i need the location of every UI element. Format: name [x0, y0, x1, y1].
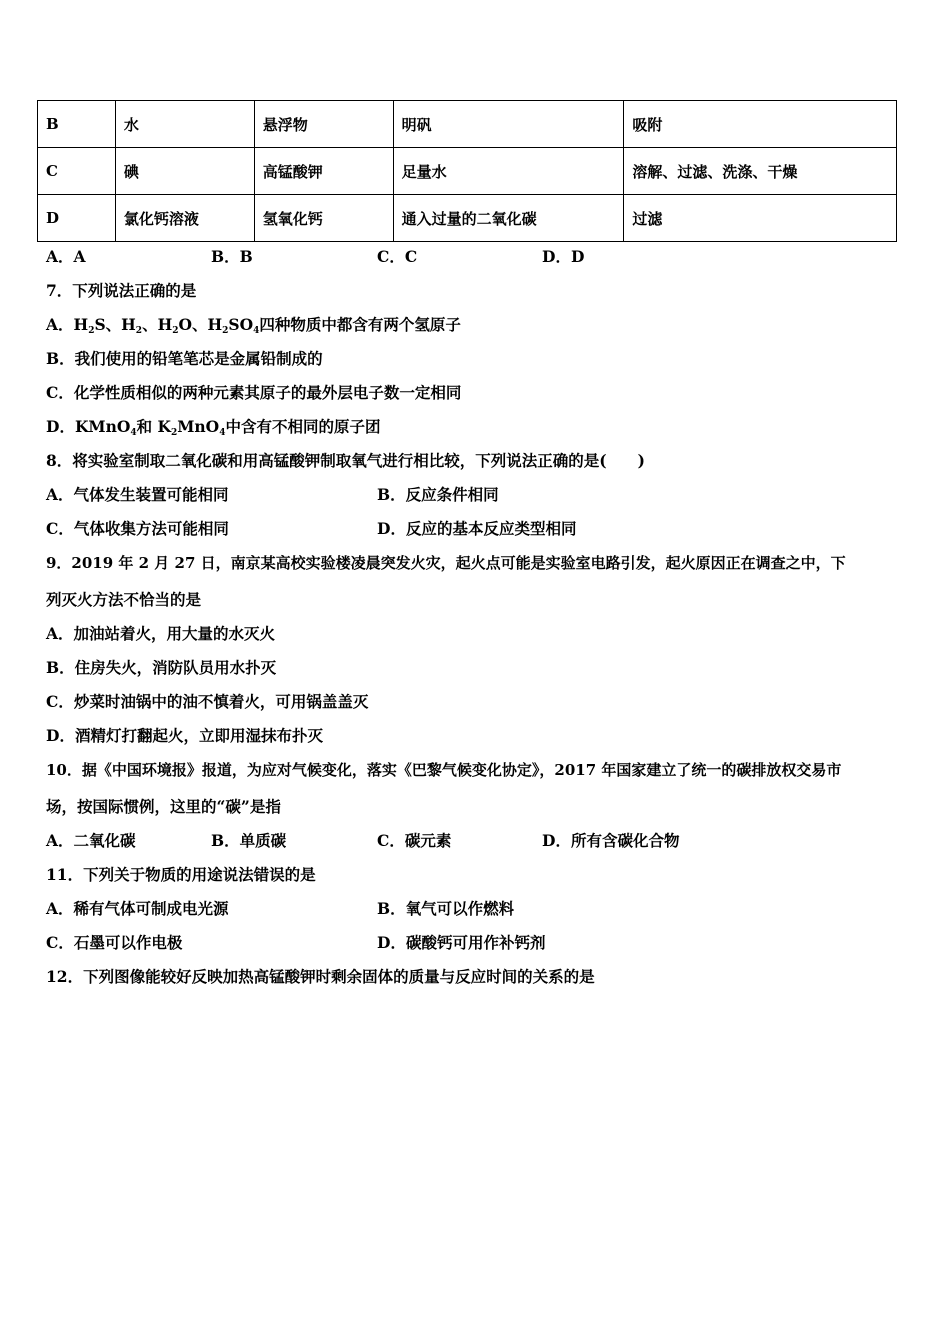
q7-option-b: B．我们使用的铅笔笔芯是金属铅制成的 [46, 349, 323, 368]
q11-option-b: B．氧气可以作燃料 [377, 899, 515, 918]
q9-option-b: B．住房失火，消防队员用水扑灭 [46, 658, 277, 677]
table-cell: C [38, 148, 116, 195]
q7-option-c: C．化学性质相似的两种元素其原子的最外层电子数一定相同 [46, 383, 462, 402]
q7-option-d: D．KMnO$_4$和 $K_2MnO_4$中含有不相同的原子团 [46, 417, 381, 438]
q12-stem: 12．下列图像能较好反映加热高锰酸钾时剩余固体的质量与反应时间的关系的是 [46, 967, 595, 986]
q11-option-d: D．碳酸钙可用作补钙剂 [377, 933, 546, 952]
table-cell: 足量水 [393, 148, 624, 195]
table-cell: 明矾 [393, 101, 624, 148]
table-cell: 高锰酸钾 [254, 148, 393, 195]
table-cell: 氢氧化钙 [254, 195, 393, 242]
q8-stem: 8．将实验室制取二氧化碳和用高锰酸钾制取氧气进行相比较，下列说法正确的是( ) [46, 451, 645, 470]
q7-stem: 7．下列说法正确的是 [46, 281, 197, 300]
q10-option-a: A．二氧化碳 [46, 831, 136, 850]
table-cell: 氯化钙溶液 [115, 195, 254, 242]
q10-stem-line2: 场，按国际惯例，这里的“碳”是指 [46, 797, 281, 816]
q8-option-b: B．反应条件相同 [377, 485, 499, 504]
q10-option-b: B．单质碳 [211, 831, 287, 850]
table-cell: 通入过量的二氧化碳 [393, 195, 624, 242]
answer-table [37, 100, 897, 242]
table-cell: B [38, 101, 116, 148]
q11-option-a: A．稀有气体可制成电光源 [46, 899, 229, 918]
q9-option-c: C．炒菜时油锅中的油不慎着火，可用锅盖盖灭 [46, 692, 369, 711]
q6-option-d: D．D [542, 247, 585, 266]
table-row [38, 101, 897, 148]
q10-option-c: C．碳元素 [377, 831, 452, 850]
q11-stem: 11．下列关于物质的用途说法错误的是 [46, 865, 316, 884]
q8-option-c: C．气体收集方法可能相同 [46, 519, 229, 538]
q9-option-a: A．加油站着火，用大量的水灭火 [46, 624, 276, 643]
q6-option-c: C．C [377, 247, 418, 266]
q10-option-d: D．所有含碳化合物 [542, 831, 680, 850]
q9-stem-line2: 列灭火方法不恰当的是 [46, 590, 202, 609]
q9-option-d: D．酒精灯打翻起火，立即用湿抹布扑灭 [46, 726, 323, 745]
q8-option-a: A．气体发生装置可能相同 [46, 485, 229, 504]
q6-option-b: B．B [211, 247, 253, 266]
q6-option-a: A．A [46, 247, 86, 266]
table-row [38, 148, 897, 195]
table-cell: 悬浮物 [254, 101, 393, 148]
q11-option-c: C．石墨可以作电极 [46, 933, 183, 952]
table-cell: 水 [115, 101, 254, 148]
q10-stem-line1: 10．据《中国环境报》报道，为应对气候变化，落实《巴黎气候变化协定》，2017 年国家建立了统一的碳排放权交易市 [46, 761, 842, 779]
table-cell: 吸附 [624, 101, 897, 148]
table-row [38, 195, 897, 242]
table-cell: 溶解、过滤、洗涤、干燥 [624, 148, 897, 195]
q9-stem-line1: 9．2019 年 2 月 27 日，南京某高校实验楼凌晨突发火灾，起火点可能是实验室电路引发，起火原因正在调查之中，下 [46, 554, 846, 572]
q8-option-d: D．反应的基本反应类型相同 [377, 519, 577, 538]
q7-option-a: A．$H_2S$、$H_2$、$H_2O$、$H_2SO_4$四种物质中都含有两个氢原子 [46, 315, 461, 336]
table-cell: D [38, 195, 116, 242]
table-cell: 碘 [115, 148, 254, 195]
table-cell: 过滤 [624, 195, 897, 242]
